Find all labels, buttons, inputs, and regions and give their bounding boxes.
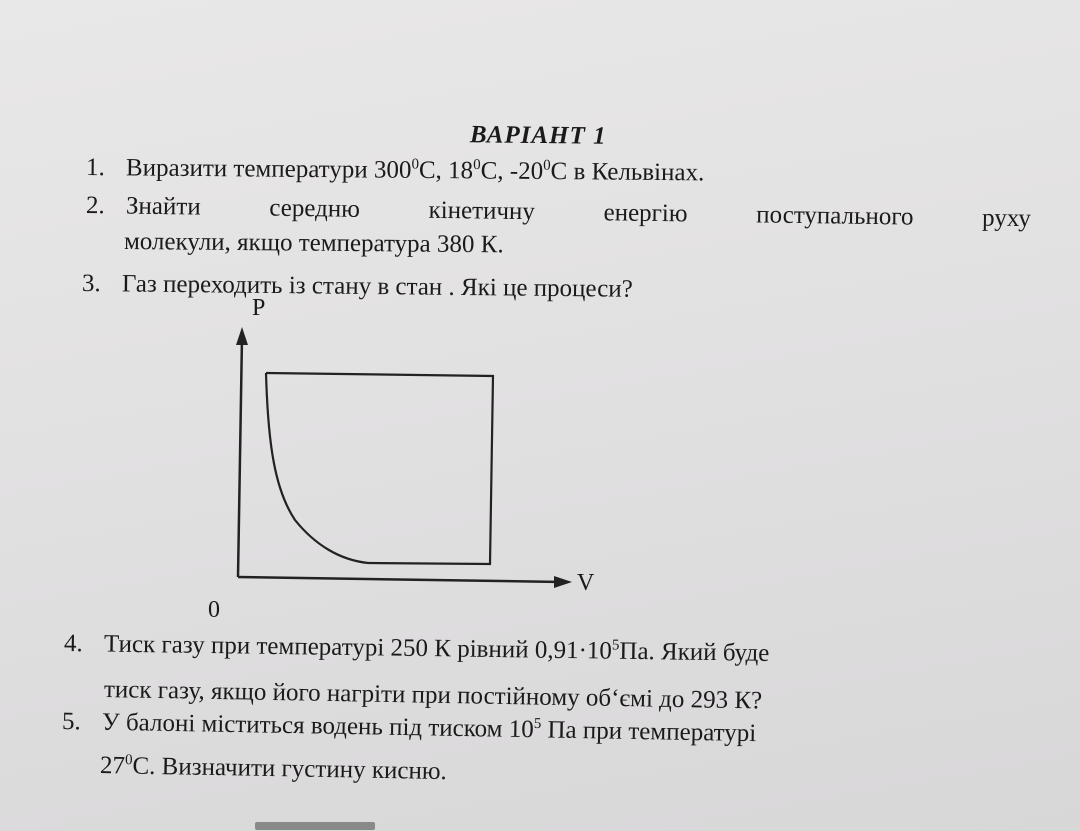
p-axis-label: P xyxy=(252,295,266,321)
question-2: 2. Знайти середню кінетичну енергію поступального руху xyxy=(85,192,1032,233)
question-number: 3. xyxy=(81,270,101,298)
question-number: 1. xyxy=(85,154,105,182)
origin-label: 0 xyxy=(208,597,220,623)
question-number: 4. xyxy=(63,630,83,658)
question-5-line-2: $27^0С$. Визначити густину кисню. xyxy=(99,752,447,786)
cycle-straight-segments xyxy=(266,373,493,564)
question-4: 4. Тиск газу при температурі 250 К рівний $0,91\cdot 10^5Па$. Який буде xyxy=(63,630,770,667)
v-axis xyxy=(238,577,562,582)
p-axis xyxy=(238,337,242,577)
v-axis-label: V xyxy=(577,570,595,596)
question-number: 5. xyxy=(61,708,81,736)
pv-diagram-svg xyxy=(200,295,620,625)
question-2-line-2: молекули, якщо температура 380 К. xyxy=(123,228,504,259)
isotherm-curve xyxy=(266,373,368,563)
question-3: 3. Газ переходить із стану в стан . Які це процеси? xyxy=(81,270,633,303)
cut-off-text xyxy=(255,822,375,830)
question-number: 2. xyxy=(85,192,105,220)
v-axis-arrow xyxy=(554,576,572,588)
question-4-line-2: тиск газу, якщо його нагріти при постійному об‘ємі до 293 К? xyxy=(103,676,763,715)
page-title: ВАРІАНТ 1 xyxy=(469,121,607,150)
p-axis-arrow xyxy=(236,327,248,345)
question-5: 5. У балоні міститься водень під тиском $10^5$ Па при температурі xyxy=(61,708,757,748)
question-1: 1. Виразити температури $300^0С$, $18^0С$, $-20^0С$ в Кельвінах. xyxy=(85,154,705,187)
pv-diagram xyxy=(200,295,620,625)
